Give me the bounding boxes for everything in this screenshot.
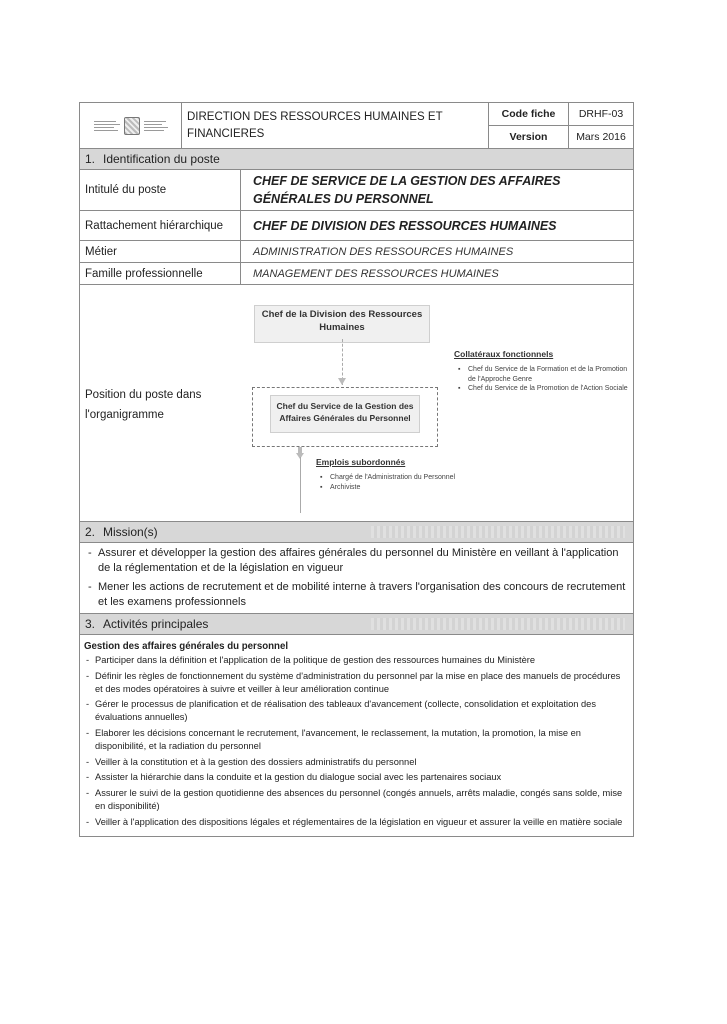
row-famille [80, 263, 634, 285]
activity-item: - Gérer le processus de planification et de réalisation des tableaux d'avancement (collecte, consolidation et exploitation des évaluations annuelles) [84, 698, 628, 724]
ministry-logo [80, 103, 182, 149]
rattachement-label: Rattachement hiérarchique [80, 211, 241, 241]
org-superior-box: Chef de la Division des Ressources Humaines [254, 305, 430, 343]
metier-value: ADMINISTRATION DES RESSOURCES HUMAINES [241, 241, 634, 263]
header-row-1 [80, 103, 634, 126]
scan-texture [371, 526, 625, 538]
job-sheet [79, 102, 633, 837]
collateral-item: ▪ Chef du Service de la Promotion de l'Action Sociale [468, 384, 628, 394]
version-label: Version [489, 126, 569, 149]
direction-title: DIRECTION DES RESSOURCES HUMAINES ET FINANCIERES [182, 103, 489, 149]
famille-value: MANAGEMENT DES RESSOURCES HUMAINES [241, 263, 634, 285]
subordinates-title: Emplois subordonnés [316, 457, 406, 467]
intitule-label: Intitulé du poste [80, 170, 241, 211]
org-position-box: Chef du Service de la Gestion des Affaires Générales du Personnel [270, 395, 420, 433]
coat-of-arms-icon [124, 117, 140, 135]
famille-label: Famille professionnelle [80, 263, 241, 285]
rattachement-value: CHEF DE DIVISION DES RESSOURCES HUMAINES [241, 211, 634, 241]
metier-label: Métier [80, 241, 241, 263]
activity-item: - Veiller à la constitution et à la gestion des dossiers administratifs du personnel [84, 756, 628, 769]
section-3-label: Activités principales [103, 617, 209, 631]
activity-item: - Participer dans la définition et l'application de la politique de gestion des ressources humaines du Ministère [84, 654, 628, 667]
row-metier [80, 241, 634, 263]
activities-cell [80, 635, 634, 837]
ministry-logo-graphic [84, 117, 177, 135]
position-label: Position du poste dans l'organigramme [85, 389, 202, 421]
row-organigramme [80, 285, 634, 522]
job-sheet-table [79, 102, 634, 837]
row-activities [80, 635, 634, 837]
activity-item: - Définir les règles de fonctionnement du système d'administration du personnel par la mise en place des manuels de procédures et des modes opératoires à suivre et veiller à leur amélioration continue [84, 670, 628, 696]
section-1-header [80, 149, 634, 170]
mission-item: - Assurer et développer la gestion des affaires générales du personnel du Ministère en veillant à l'application de la réglementation et de la législation en vigueur [86, 546, 628, 576]
section-3-header [80, 614, 634, 635]
section-2-label: Mission(s) [103, 525, 158, 539]
org-chart [80, 289, 633, 517]
section-3-number: 3. [85, 617, 96, 631]
section-1-number: 1. [85, 152, 96, 166]
mission-cell [80, 543, 634, 614]
activities-subtitle: Gestion des affaires générales du personnel [84, 641, 289, 652]
activity-item: - Assurer le suivi de la gestion quotidienne des absences du personnel (congés annuels, arrêts maladie, congés sans solde, mise en disponibilité) [84, 787, 628, 813]
subordinate-item: ▪ Archiviste [330, 483, 530, 493]
activities-list [84, 654, 628, 829]
organigramme-cell [80, 285, 634, 522]
mission-list [86, 546, 628, 610]
section-2-title [80, 522, 634, 543]
code-fiche-label: Code fiche [489, 103, 569, 126]
activity-item: - Veiller à l'application des dispositions légales et réglementaires de la législation en vigueur et assurer la veille en matière sociale [84, 816, 628, 829]
activity-item: - Assister la hiérarchie dans la conduite et la gestion du dialogue social avec les partenaires sociaux [84, 771, 628, 784]
section-2-header [80, 522, 634, 543]
scan-texture [371, 618, 625, 630]
activity-item: - Elaborer les décisions concernant le recrutement, l'avancement, le reclassement, la mutation, la promotion, la mise en disponibilité, et la radiation du personnel [84, 727, 628, 753]
section-2-number: 2. [85, 525, 96, 539]
org-subordinate-line [300, 457, 301, 513]
intitule-value: CHEF DE SERVICE DE LA GESTION DES AFFAIRES GÉNÉRALES DU PERSONNEL [241, 170, 634, 211]
row-intitule [80, 170, 634, 211]
subordinates-list [318, 473, 530, 492]
section-1-title [80, 149, 634, 170]
version-value: Mars 2016 [569, 126, 634, 149]
collaterals-list [456, 365, 628, 394]
section-1-label: Identification du poste [103, 152, 220, 166]
subordinate-item: ▪ Chargé de l'Administration du Personnel [330, 473, 530, 483]
code-fiche-value: DRHF-03 [569, 103, 634, 126]
row-rattachement [80, 211, 634, 241]
mission-item: - Mener les actions de recrutement et de mobilité interne à travers l'organisation des concours de recrutement et les examens professionnels [86, 580, 628, 610]
row-mission [80, 543, 634, 614]
collateral-item: ▪ Chef du Service de la Formation et de la Promotion de l'Approche Genre [468, 365, 628, 384]
collaterals-title: Collatéraux fonctionnels [454, 349, 554, 359]
arrow-down-icon [338, 378, 346, 385]
section-3-title [80, 614, 634, 635]
